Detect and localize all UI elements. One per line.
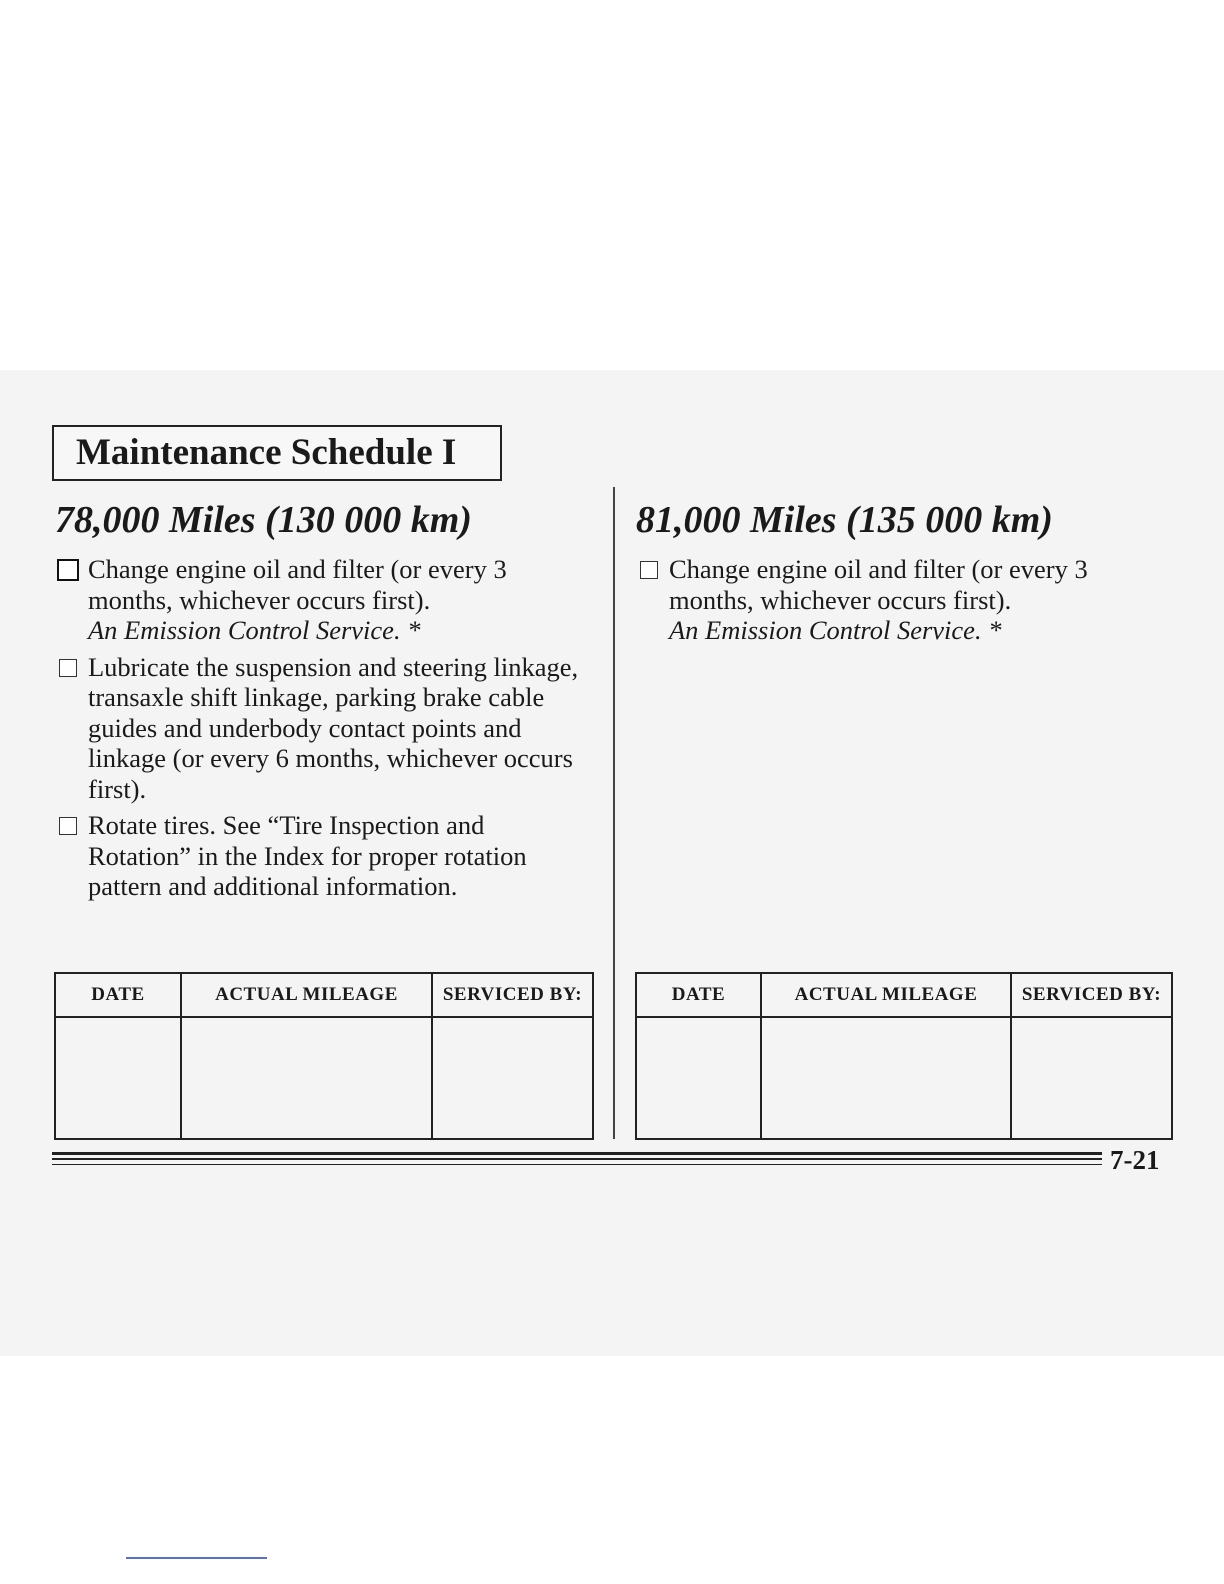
page-title: Maintenance Schedule I (52, 425, 502, 481)
checkbox[interactable] (59, 659, 77, 677)
right-checklist (636, 554, 1166, 652)
date-cell[interactable] (55, 1017, 181, 1139)
left-checklist (55, 554, 585, 908)
checklist-item (636, 554, 1166, 646)
serviced-by-cell[interactable] (1011, 1017, 1172, 1139)
footer-rule (52, 1152, 1102, 1155)
checkbox[interactable] (640, 561, 658, 579)
header-date: DATE (55, 973, 181, 1017)
item-note: An Emission Control Service. * (88, 615, 421, 645)
right-mileage-heading: 81,000 Miles (135 000 km) (636, 499, 1053, 541)
serviced-by-cell[interactable] (432, 1017, 593, 1139)
left-service-log-table (54, 972, 594, 1140)
left-mileage-heading: 78,000 Miles (130 000 km) (55, 499, 472, 541)
mileage-cell[interactable] (181, 1017, 432, 1139)
item-text: Change engine oil and filter (or every 3 months, whichever occurs first). (669, 554, 1088, 615)
footer-rule (52, 1158, 1102, 1160)
checklist-item (55, 810, 585, 902)
header-actual-mileage: ACTUAL MILEAGE (761, 973, 1011, 1017)
item-text: Rotate tires. See “Tire Inspection and Rotation” in the Index for proper rotation pattern and additional information. (88, 810, 527, 901)
right-service-log-table (635, 972, 1173, 1140)
mileage-cell[interactable] (761, 1017, 1011, 1139)
header-serviced-by: SERVICED BY: (1011, 973, 1172, 1017)
item-text: Lubricate the suspension and steering linkage, transaxle shift linkage, parking brake cable guides and underbody contact points and linkage (or every 6 months, whichever occurs first). (88, 651, 579, 804)
checklist-item (55, 652, 585, 805)
checkbox[interactable] (57, 559, 79, 581)
header-actual-mileage: ACTUAL MILEAGE (181, 973, 432, 1017)
checklist-item (55, 554, 585, 646)
link-underline (126, 1557, 267, 1559)
checkbox[interactable] (59, 817, 77, 835)
column-divider (613, 487, 615, 1139)
header-serviced-by: SERVICED BY: (432, 973, 593, 1017)
date-cell[interactable] (636, 1017, 761, 1139)
item-note: An Emission Control Service. * (669, 615, 1002, 645)
footer-rule (52, 1164, 1102, 1165)
page-number: 7-21 (1110, 1145, 1160, 1175)
header-date: DATE (636, 973, 761, 1017)
item-text: Change engine oil and filter (or every 3 months, whichever occurs first). (88, 554, 507, 615)
